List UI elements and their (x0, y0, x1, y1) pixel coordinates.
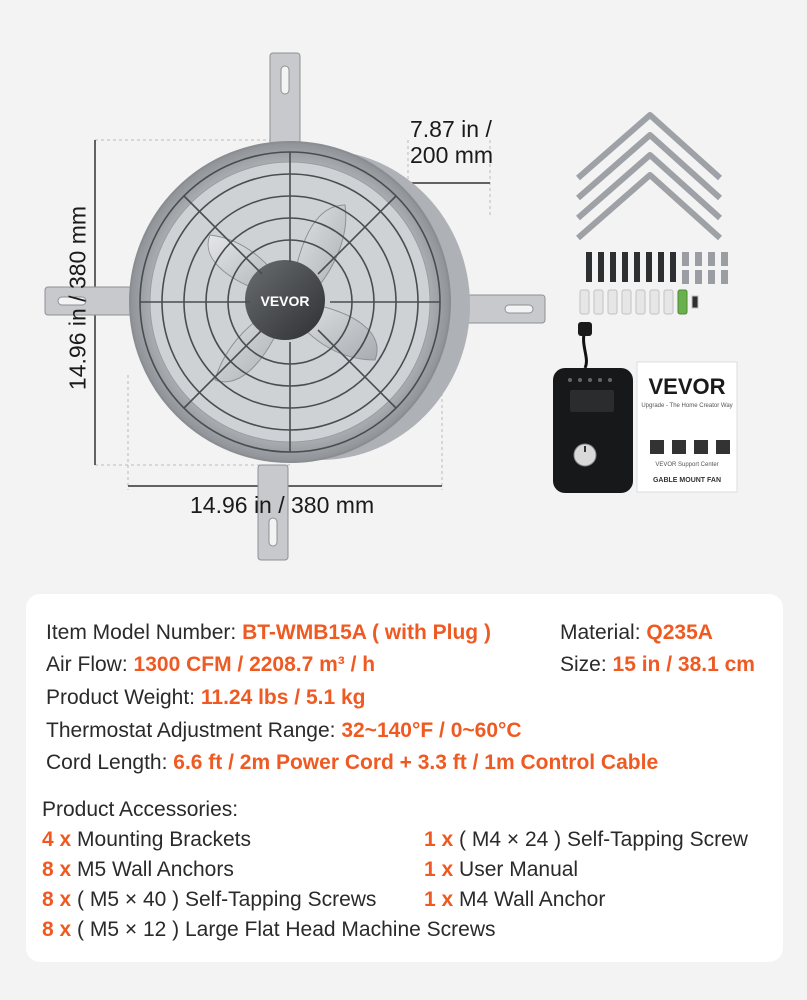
accessory-qty: 4 x (42, 828, 72, 851)
accessory-item (424, 857, 578, 883)
width-dimension: 14.96 in / 380 mm (190, 492, 375, 518)
accessory-item (42, 857, 234, 883)
depth-dimension-line2: 200 mm (410, 142, 494, 168)
spec-model (46, 620, 491, 646)
accessory-qty: 8 x (42, 918, 72, 941)
spec-size (560, 652, 755, 678)
accessory-qty: 8 x (42, 858, 72, 881)
accessories-heading: Product Accessories: (42, 798, 239, 821)
manual-brand: VEVOR (648, 374, 726, 399)
spec-cord-value: 6.6 ft / 2m Power Cord + 3.3 ft / 1m Control Cable (173, 751, 659, 774)
wall-anchors (580, 290, 698, 314)
spec-airflow (46, 652, 375, 678)
accessory-text: User Manual (459, 858, 579, 881)
accessory-qty: 1 x (424, 828, 454, 851)
accessory-item (42, 887, 376, 913)
spec-size-value: 15 in / 38.1 cm (612, 653, 755, 676)
spec-airflow-label: Air Flow: (46, 653, 128, 676)
accessory-text: Mounting Brackets (77, 828, 251, 851)
spec-thermostat (46, 718, 522, 744)
accessory-item (424, 827, 748, 853)
accessory-qty: 1 x (424, 858, 454, 881)
spec-weight (46, 685, 365, 711)
spec-material-value: Q235A (646, 621, 713, 644)
accessory-item (424, 887, 605, 913)
accessory-qty: 1 x (424, 888, 454, 911)
accessory-text: ( M5 × 40 ) Self-Tapping Screws (77, 888, 377, 911)
spec-weight-value: 11.24 lbs / 5.1 kg (200, 686, 366, 709)
spec-model-label: Item Model Number: (46, 621, 237, 644)
accessory-text: ( M4 × 24 ) Self-Tapping Screw (459, 828, 748, 851)
thermostat-controller (553, 368, 633, 493)
height-dimension: 14.96 in / 380 mm (64, 205, 91, 391)
spec-weight-label: Product Weight: (46, 686, 196, 709)
depth-dimension-line1: 7.87 in / (410, 116, 492, 142)
accessory-item (42, 917, 495, 943)
manual-title: GABLE MOUNT FAN (652, 477, 722, 484)
accessory-text: ( M5 × 12 ) Large Flat Head Machine Screws (77, 918, 496, 941)
accessory-qty: 8 x (42, 888, 72, 911)
accessory-item (42, 827, 251, 853)
specs-card (26, 594, 783, 962)
fan-brand-label: VEVOR (260, 293, 310, 309)
accessory-text: M4 Wall Anchor (459, 888, 606, 911)
manual-tagline: Upgrade - The Home Creator Way (641, 403, 733, 409)
spec-cord-label: Cord Length: (46, 751, 168, 774)
spec-airflow-value: 1300 CFM / 2208.7 m³ / h (133, 653, 376, 676)
spec-cord (46, 750, 658, 776)
spec-model-value: BT-WMB15A ( with Plug ) (242, 621, 491, 644)
spec-size-label: Size: (560, 653, 607, 676)
spec-thermostat-value: 32~140°F / 0~60°C (341, 719, 522, 742)
spec-material-label: Material: (560, 621, 641, 644)
l-brackets (578, 115, 720, 238)
manual-support: VEVOR Support Center (655, 462, 719, 468)
accessory-text: M5 Wall Anchors (77, 858, 234, 881)
screws (586, 252, 676, 282)
spec-material (560, 620, 713, 646)
machine-screws (682, 252, 728, 284)
spec-thermostat-label: Thermostat Adjustment Range: (46, 719, 336, 742)
